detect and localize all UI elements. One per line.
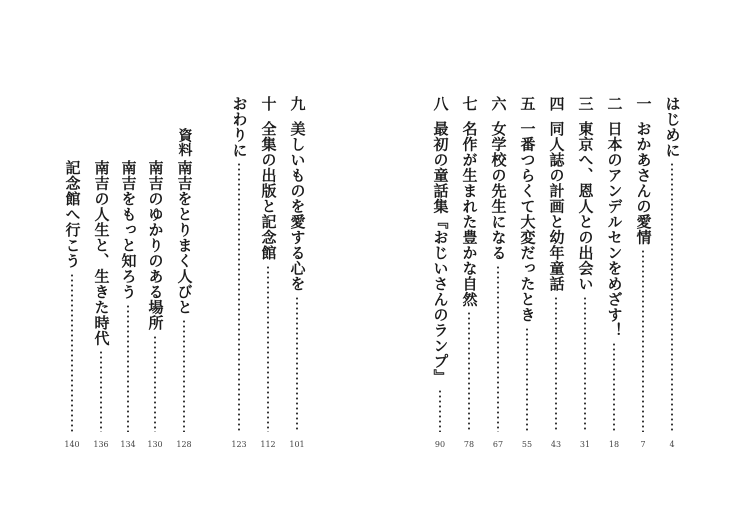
toc-page-number: 123	[231, 440, 247, 449]
toc-page-number: 55	[521, 440, 533, 449]
chapter-number: 十	[259, 96, 278, 111]
dot-leader	[183, 319, 185, 432]
dot-leader	[671, 162, 673, 432]
toc-title: 南吉のゆかりのある場所	[146, 160, 165, 331]
toc-title: 南吉をもっと知ろう	[119, 160, 138, 300]
dot-leader	[613, 342, 615, 432]
materials-heading: 資料	[176, 128, 193, 157]
toc-entry-materials-2[interactable]	[143, 160, 167, 450]
dot-leader	[267, 265, 269, 433]
toc-title: はじめに	[663, 96, 682, 158]
toc-title: 全集の出版と記念館	[259, 121, 278, 261]
toc-page-number: 134	[120, 440, 136, 449]
toc-entry-outro[interactable]	[227, 96, 251, 450]
dot-leader	[555, 296, 557, 433]
toc-page-number: 140	[64, 440, 80, 449]
chapter-number: 九	[288, 96, 307, 111]
dot-leader	[526, 327, 528, 433]
toc-entry-materials-5[interactable]	[60, 160, 84, 450]
toc-page-number: 31	[579, 440, 591, 449]
toc-entry-chapter-8[interactable]	[428, 96, 452, 450]
toc-title: おわりに	[230, 96, 249, 158]
toc-title: 美しいものを愛する心を	[288, 121, 307, 292]
chapter-number: 二	[605, 96, 624, 111]
dot-leader	[238, 162, 240, 432]
materials-heading-block	[172, 128, 196, 157]
toc-title: おかあさんの愛情	[634, 121, 653, 245]
toc-title: 名作が生まれた豊かな自然	[460, 121, 479, 307]
dot-leader	[642, 249, 644, 432]
toc-page-number: 112	[260, 440, 276, 449]
toc-page-number: 101	[289, 440, 305, 449]
toc-title: 南吉をとりまく人びと	[175, 160, 194, 315]
toc-title: 南吉の人生と、生きた時代	[92, 160, 111, 346]
chapter-number: 五	[518, 96, 537, 111]
toc-entry-chapter-4[interactable]	[544, 96, 568, 450]
toc-page-number: 43	[550, 440, 562, 449]
toc-title: 女学校の先生になる	[489, 121, 508, 261]
dot-leader	[296, 296, 298, 433]
toc-entry-chapter-5[interactable]	[515, 96, 539, 450]
toc-title: 同人誌の計画と幼年童話	[547, 121, 566, 292]
toc-entry-materials-1[interactable]	[172, 160, 196, 450]
dot-leader	[127, 304, 129, 433]
toc-page-number: 78	[463, 440, 475, 449]
toc-title: 記念館へ行こう	[63, 160, 82, 269]
toc-title: 日本のアンデルセンをめざす！	[605, 121, 624, 338]
toc-page-number: 7	[640, 440, 646, 449]
toc-entry-chapter-9[interactable]	[285, 96, 309, 450]
chapter-number: 一	[634, 96, 653, 111]
toc-page-number: 4	[669, 440, 675, 449]
toc-entry-chapter-2[interactable]	[602, 96, 626, 450]
dot-leader	[497, 265, 499, 433]
dot-leader	[100, 350, 102, 432]
chapter-number: 六	[489, 96, 508, 111]
toc-entry-chapter-3[interactable]	[573, 96, 597, 450]
dot-leader	[584, 296, 586, 433]
toc-entry-chapter-6[interactable]	[486, 96, 510, 450]
chapter-number: 三	[576, 96, 595, 111]
toc-title: 最初の童話集『おじいさんのランプ』	[431, 121, 450, 385]
dot-leader	[71, 273, 73, 433]
toc-entry-intro[interactable]	[660, 96, 684, 450]
toc-page-number: 130	[147, 440, 163, 449]
toc-entry-materials-4[interactable]	[89, 160, 113, 450]
chapter-number: 八	[431, 96, 450, 111]
chapter-number: 四	[547, 96, 566, 111]
dot-leader	[154, 335, 156, 433]
toc-page-number: 136	[93, 440, 109, 449]
toc-page-number: 128	[176, 440, 192, 449]
dot-leader	[439, 389, 441, 433]
toc-title: 一番つらくて大変だったとき	[518, 121, 537, 323]
toc-entry-chapter-1[interactable]	[631, 96, 655, 450]
toc-title: 東京へ、恩人との出会い	[576, 121, 595, 292]
chapter-number: 七	[460, 96, 479, 111]
dot-leader	[468, 311, 470, 432]
toc-page-number: 18	[608, 440, 620, 449]
toc-entry-chapter-10[interactable]	[256, 96, 280, 450]
toc-page-number: 67	[492, 440, 504, 449]
toc-page-number: 90	[434, 440, 446, 449]
toc-entry-chapter-7[interactable]	[457, 96, 481, 450]
toc-entry-materials-3[interactable]	[116, 160, 140, 450]
